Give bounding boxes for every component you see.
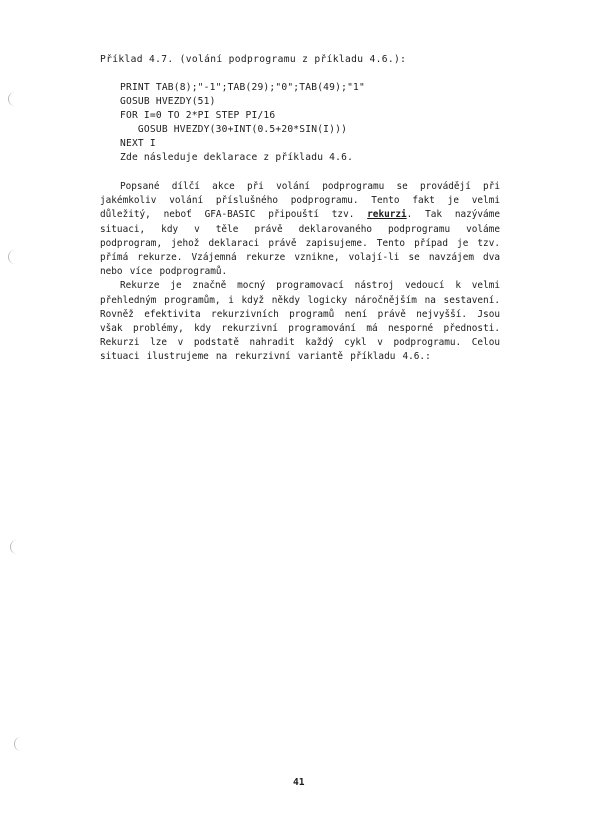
- punch-hole-mark: [14, 737, 23, 751]
- paragraph-text: Popsané dílčí akce při volání podprogramu se provádějí při jakémkoliv volání příslušného podprogramu. Tento fakt je velmi důležitý, neboť GFA-BASIC připouští tzv.: [100, 181, 500, 221]
- punch-hole-mark: [8, 250, 17, 264]
- example-heading: Příklad 4.7. (volání podprogramu z příkladu 4.6.):: [100, 54, 407, 65]
- paragraph-recursion-intro: [100, 180, 500, 279]
- code-listing: [120, 81, 365, 165]
- code-line: FOR I=0 TO 2*PI STEP PI/16: [120, 110, 276, 121]
- page-number: 41: [293, 777, 305, 788]
- term-rekurzi: rekurzi: [367, 209, 407, 221]
- code-line: NEXT I: [120, 138, 156, 149]
- paragraph-text: . Tak nazýváme situaci, kdy v těle právě deklarovaného podprogramu voláme podprogram, jehož deklaraci právě zapisujeme. Tento případ je tzv. přímá rekurze. Vzájemná rekurze vznikne, volají-li se navzájem dva nebo více podprogramů.: [100, 209, 500, 278]
- paragraph-recursion-tool: [100, 279, 500, 364]
- code-line: PRINT TAB(8);"-1";TAB(29);"0";TAB(49);"1": [120, 82, 366, 93]
- body-text: [100, 180, 500, 365]
- punch-hole-mark: [10, 540, 19, 554]
- code-line: Zde následuje deklarace z příkladu 4.6.: [120, 152, 354, 163]
- paragraph-text: Rekurze je značně mocný programovací nástroj vedoucí k velmi přehledným programům, i když někdy logicky náročnějším na sestavení. Rovněž efektivita rekurzivních programů není právě nejvyšší. Jsou však problémy, kdy rekurzivní programování má nesporné přednosti. Rekurzi lze v podstatě nahradit každý cykl v podprogramu. Celou situaci ilustrujeme na rekurzivní variantě příkladu 4.6.:: [100, 280, 500, 363]
- code-line: GOSUB HVEZDY(30+INT(0.5+20*SIN(I))): [120, 124, 348, 135]
- code-line: GOSUB HVEZDY(51): [120, 96, 216, 107]
- punch-hole-mark: [8, 92, 17, 106]
